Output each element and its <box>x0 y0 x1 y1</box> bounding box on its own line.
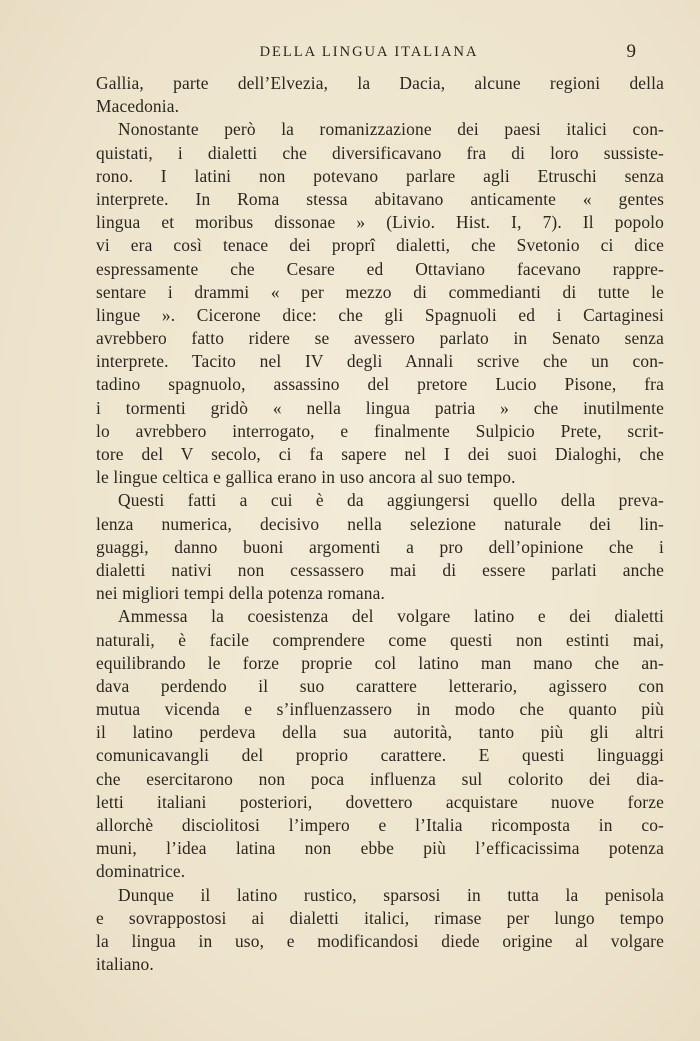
text-line: Nonostante però la romanizzazione dei paesi italici con- <box>118 119 664 140</box>
text-line: la lingua in uso, e modificandosi diede origine al volgare <box>96 930 664 951</box>
text-line: vi era così tenace dei proprî dialetti, che Svetonio ci dice <box>96 235 664 256</box>
text-line: allorchè disciolitosi l’impero e l’Italia ricomposta in co- <box>96 815 664 835</box>
text-line: dava perdendo il suo carattere letterario, agissero con <box>96 675 664 696</box>
text-line: interprete. In Roma stessa abitavano anticamente « gentes <box>96 188 664 209</box>
text-line: guaggi, danno buoni argomenti a pro dell’opinione che i <box>96 536 664 557</box>
text-line: letti italiani posteriori, dovettero acquistare nuove forze <box>96 791 664 812</box>
text-line: il latino perdeva della sua autorità, tanto più gli altri <box>96 722 664 743</box>
body-text <box>96 72 664 976</box>
text-line: italiano. <box>96 954 154 975</box>
text-line: tore del V secolo, ci fa sapere nel I dei suoi Dialoghi, che <box>96 444 664 464</box>
text-line: lingua et moribus dissonae » (Livio. Hist. I, 7). Il popolo <box>96 212 664 233</box>
text-line: le lingue celtica e gallica erano in uso ancora al suo tempo. <box>96 467 516 488</box>
text-line: avrebbero fatto ridere se avessero parlato in Senato senza <box>96 328 664 349</box>
text-line: lenza numerica, decisivo nella selezione naturale dei lin- <box>96 513 664 534</box>
text-line: interprete. Tacito nel IV degli Annali scrive che un con- <box>96 351 664 372</box>
page-number: 9 <box>626 41 636 62</box>
text-line: muni, l’idea latina non ebbe più l’efficacissima potenza <box>96 838 664 859</box>
text-line: rono. I latini non potevano parlare agli Etruschi senza <box>96 165 664 186</box>
text-line: espressamente che Cesare ed Ottaviano facevano rappre- <box>96 258 664 279</box>
text-line: equilibrando le forze proprie col latino man mano che an- <box>96 652 664 673</box>
text-line: lingue ». Cicerone dice: che gli Spagnuoli ed i Cartaginesi <box>96 304 664 325</box>
text-line: Gallia, parte dell’Elvezia, la Dacia, alcune regioni della <box>96 73 664 93</box>
text-line: dialetti nativi non cessassero mai di essere parlati anche <box>96 559 664 580</box>
text-line: Questi fatti a cui è da aggiungersi quello della preva- <box>118 490 664 511</box>
text-line: mutua vicenda e s’influenzassero in modo che quanto più <box>96 699 664 720</box>
text-line: comunicavangli del proprio carattere. E questi linguaggi <box>96 745 664 766</box>
text-line: Ammessa la coesistenza del volgare latino e dei dialetti <box>118 606 664 627</box>
text-line: naturali, è facile comprendere come questi non estinti mai, <box>96 629 664 650</box>
page-header <box>96 41 642 66</box>
text-line: dominatrice. <box>96 861 186 882</box>
running-head: DELLA LINGUA ITALIANA <box>259 44 479 60</box>
text-line: quistati, i dialetti che diversificavano fra di loro sussiste- <box>96 142 664 163</box>
text-line: Dunque il latino rustico, sparsosi in tutta la penisola <box>118 884 664 905</box>
text-line: sentare i drammi « per mezzo di commedianti di tutte le <box>96 281 664 302</box>
text-line: che esercitarono non poca influenza sul colorito dei dia- <box>96 768 664 789</box>
text-line: e sovrappostosi ai dialetti italici, rimase per lungo tempo <box>96 907 664 928</box>
text-line: tadino spagnuolo, assassino del pretore Lucio Pisone, fra <box>96 374 664 395</box>
text-line: i tormenti gridò « nella lingua patria » che inutilmente <box>96 397 664 418</box>
text-line: lo avrebbero interrogato, e finalmente Sulpicio Prete, scrit- <box>96 420 664 441</box>
text-line: nei migliori tempi della potenza romana. <box>96 583 385 604</box>
text-line: Macedonia. <box>96 96 180 117</box>
